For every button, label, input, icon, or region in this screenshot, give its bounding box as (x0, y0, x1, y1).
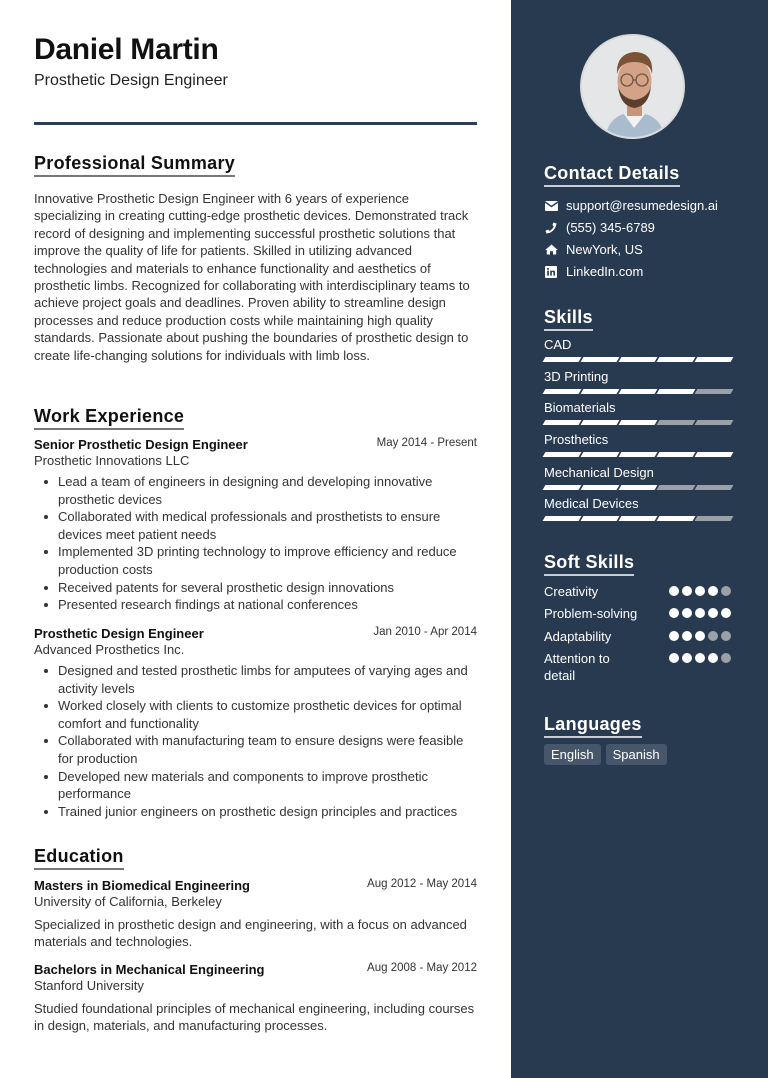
contact-location (544, 242, 643, 257)
job-bullet: Presented research findings at national conferences (34, 596, 477, 614)
education-entry (34, 878, 477, 951)
contact-linkedin[interactable] (544, 264, 643, 279)
soft-skill-item (544, 650, 734, 684)
linkedin-icon (544, 265, 558, 279)
skill-item (544, 465, 734, 490)
soft-skill-item (544, 583, 734, 600)
soft-skill-rating-dots (669, 653, 731, 663)
candidate-title: Prosthetic Design Engineer (34, 72, 228, 89)
skill-rating-bars (544, 420, 734, 425)
contact-heading: Contact Details (544, 163, 680, 187)
contact-phone[interactable] (544, 220, 655, 235)
degree: Masters in Biomedical Engineering (34, 878, 250, 893)
skill-item (544, 496, 734, 521)
home-icon (544, 243, 558, 257)
job-bullets (34, 662, 477, 820)
skill-label: Mechanical Design (544, 465, 654, 480)
skill-label: 3D Printing (544, 369, 609, 384)
job-bullet: Lead a team of engineers in designing and developing innovative prosthetic devices (34, 473, 477, 508)
soft-skill-rating-dots (669, 631, 731, 641)
language-chip: Spanish (606, 744, 667, 765)
skill-item (544, 337, 734, 362)
soft-skill-item (544, 605, 734, 622)
languages-heading: Languages (544, 714, 642, 738)
skills-heading: Skills (544, 307, 593, 331)
education-date: Aug 2012 - May 2014 (367, 878, 477, 890)
experience-heading: Work Experience (34, 406, 184, 430)
job-bullet: Worked closely with clients to customize prosthetic devices for optimal comfort and functionality (34, 697, 477, 732)
job-bullet: Developed new materials and components to improve prosthetic performance (34, 768, 477, 803)
skill-rating-bars (544, 452, 734, 457)
job-company: Advanced Prosthetics Inc. (34, 642, 185, 657)
skill-item (544, 369, 734, 394)
school: University of California, Berkeley (34, 894, 222, 909)
summary-text: Innovative Prosthetic Design Engineer with 6 years of experience specializing in creating cutting-edge prosthetic devices. Demonstrated track record of designing and implementing successful prosthetic solutions that improve the quality of life for patients. Skilled in utilizing advanced technologies and materials to enhance functionality and aesthetics of prosthetic limbs. Recognized for collaborating with interdisciplinary teams to achieve project goals and deadlines. Proven ability to streamline design processes and reduce production costs while maintaining high quality standards. Passionate about pushing the boundaries of prosthetic design to create life-changing solutions for individuals with limb loss. (34, 191, 470, 363)
contact-text: NewYork, US (566, 242, 643, 257)
job-bullet: Collaborated with manufacturing team to ensure designs were feasible for production (34, 732, 477, 767)
skill-item (544, 432, 734, 457)
skill-label: Medical Devices (544, 496, 639, 511)
job-bullet: Designed and tested prosthetic limbs for amputees of varying ages and activity levels (34, 662, 477, 697)
education-description: Studied foundational principles of mechanical engineering, including courses in design, materials, and manufacturing processes. (34, 1001, 475, 1034)
job-date: Jan 2010 - Apr 2014 (373, 626, 477, 638)
job-bullet: Received patents for several prosthetic design innovations (34, 579, 477, 597)
contact-text: support@resumedesign.ai (566, 198, 718, 213)
education-heading: Education (34, 846, 124, 870)
soft-skill-rating-dots (669, 586, 731, 596)
job-entry (34, 626, 477, 820)
job-bullet: Implemented 3D printing technology to improve efficiency and reduce production costs (34, 543, 477, 578)
job-date: May 2014 - Present (376, 437, 477, 449)
skill-rating-bars (544, 389, 734, 394)
contact-text: LinkedIn.com (566, 264, 644, 279)
soft-skill-label: Adaptability (544, 629, 612, 644)
job-bullets (34, 473, 477, 614)
job-bullet: Trained junior engineers on prosthetic design principles and practices (34, 803, 477, 821)
soft-skill-label: Problem-solving (544, 606, 638, 621)
education-description: Specialized in prosthetic design and engineering, with a focus on advanced materials and technologies. (34, 917, 467, 950)
candidate-name: Daniel Martin (34, 33, 219, 66)
job-title: Prosthetic Design Engineer (34, 626, 204, 641)
summary-heading: Professional Summary (34, 153, 235, 177)
header-divider (34, 122, 477, 125)
job-entry (34, 437, 477, 614)
contact-email[interactable] (544, 198, 718, 213)
school: Stanford University (34, 978, 144, 993)
education-entry (34, 962, 477, 1035)
degree: Bachelors in Mechanical Engineering (34, 962, 265, 977)
soft-skill-label: Creativity (544, 584, 599, 599)
soft-skills-heading: Soft Skills (544, 552, 634, 576)
phone-icon (544, 221, 558, 235)
education-date: Aug 2008 - May 2012 (367, 962, 477, 974)
contact-text: (555) 345-6789 (566, 220, 655, 235)
sidebar (511, 0, 768, 1078)
language-list (544, 744, 667, 765)
skill-item (544, 400, 734, 425)
language-chip: English (544, 744, 601, 765)
profile-photo (580, 34, 685, 139)
job-bullet: Collaborated with medical professionals and prosthetists to ensure devices meet patient needs (34, 508, 477, 543)
job-title: Senior Prosthetic Design Engineer (34, 437, 248, 452)
soft-skill-rating-dots (669, 608, 731, 618)
skill-rating-bars (544, 357, 734, 362)
job-company: Prosthetic Innovations LLC (34, 453, 190, 468)
skill-rating-bars (544, 516, 734, 521)
soft-skill-item (544, 628, 734, 645)
skill-label: Biomaterials (544, 400, 616, 415)
skill-label: Prosthetics (544, 432, 609, 447)
envelope-icon (544, 199, 558, 213)
skill-label: CAD (544, 337, 572, 352)
skill-rating-bars (544, 485, 734, 490)
soft-skill-label: Attention to detail (544, 651, 610, 683)
person-portrait-icon (582, 36, 685, 139)
